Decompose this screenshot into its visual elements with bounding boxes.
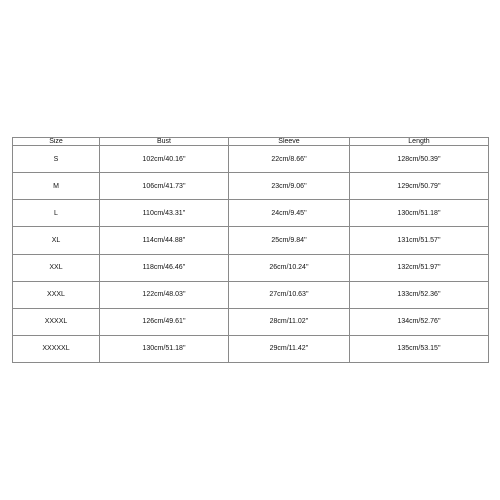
cell-length: 129cm/50.79'' <box>350 173 489 200</box>
table-row <box>13 173 489 200</box>
cell-bust: 114cm/44.88'' <box>100 227 229 254</box>
cell-bust: 126cm/49.61'' <box>100 308 229 335</box>
cell-length: 130cm/51.18'' <box>350 200 489 227</box>
table-row <box>13 335 489 362</box>
table-row <box>13 281 489 308</box>
cell-length: 128cm/50.39'' <box>350 146 489 173</box>
table-row <box>13 146 489 173</box>
cell-size: S <box>13 146 100 173</box>
cell-bust: 106cm/41.73'' <box>100 173 229 200</box>
cell-length: 134cm/52.76'' <box>350 308 489 335</box>
cell-size: XL <box>13 227 100 254</box>
cell-length: 132cm/51.97'' <box>350 254 489 281</box>
cell-size: M <box>13 173 100 200</box>
header-row <box>13 138 489 146</box>
table-row <box>13 254 489 281</box>
cell-sleeve: 22cm/8.66'' <box>229 146 350 173</box>
cell-sleeve: 29cm/11.42'' <box>229 335 350 362</box>
cell-bust: 122cm/48.03'' <box>100 281 229 308</box>
header-length: Length <box>350 138 489 146</box>
cell-bust: 110cm/43.31'' <box>100 200 229 227</box>
size-chart-table <box>12 137 489 363</box>
cell-size: L <box>13 200 100 227</box>
cell-sleeve: 25cm/9.84'' <box>229 227 350 254</box>
cell-bust: 118cm/46.46'' <box>100 254 229 281</box>
cell-sleeve: 27cm/10.63'' <box>229 281 350 308</box>
table-row <box>13 308 489 335</box>
header-bust: Bust <box>100 138 229 146</box>
cell-bust: 130cm/51.18'' <box>100 335 229 362</box>
cell-length: 131cm/51.57'' <box>350 227 489 254</box>
cell-sleeve: 26cm/10.24'' <box>229 254 350 281</box>
header-size: Size <box>13 138 100 146</box>
cell-length: 135cm/53.15'' <box>350 335 489 362</box>
cell-bust: 102cm/40.16'' <box>100 146 229 173</box>
cell-size: XXXXXL <box>13 335 100 362</box>
cell-size: XXL <box>13 254 100 281</box>
cell-sleeve: 28cm/11.02'' <box>229 308 350 335</box>
cell-sleeve: 23cm/9.06'' <box>229 173 350 200</box>
cell-size: XXXXL <box>13 308 100 335</box>
header-sleeve: Sleeve <box>229 138 350 146</box>
cell-length: 133cm/52.36'' <box>350 281 489 308</box>
cell-sleeve: 24cm/9.45'' <box>229 200 350 227</box>
table-row <box>13 200 489 227</box>
cell-size: XXXL <box>13 281 100 308</box>
table-row <box>13 227 489 254</box>
